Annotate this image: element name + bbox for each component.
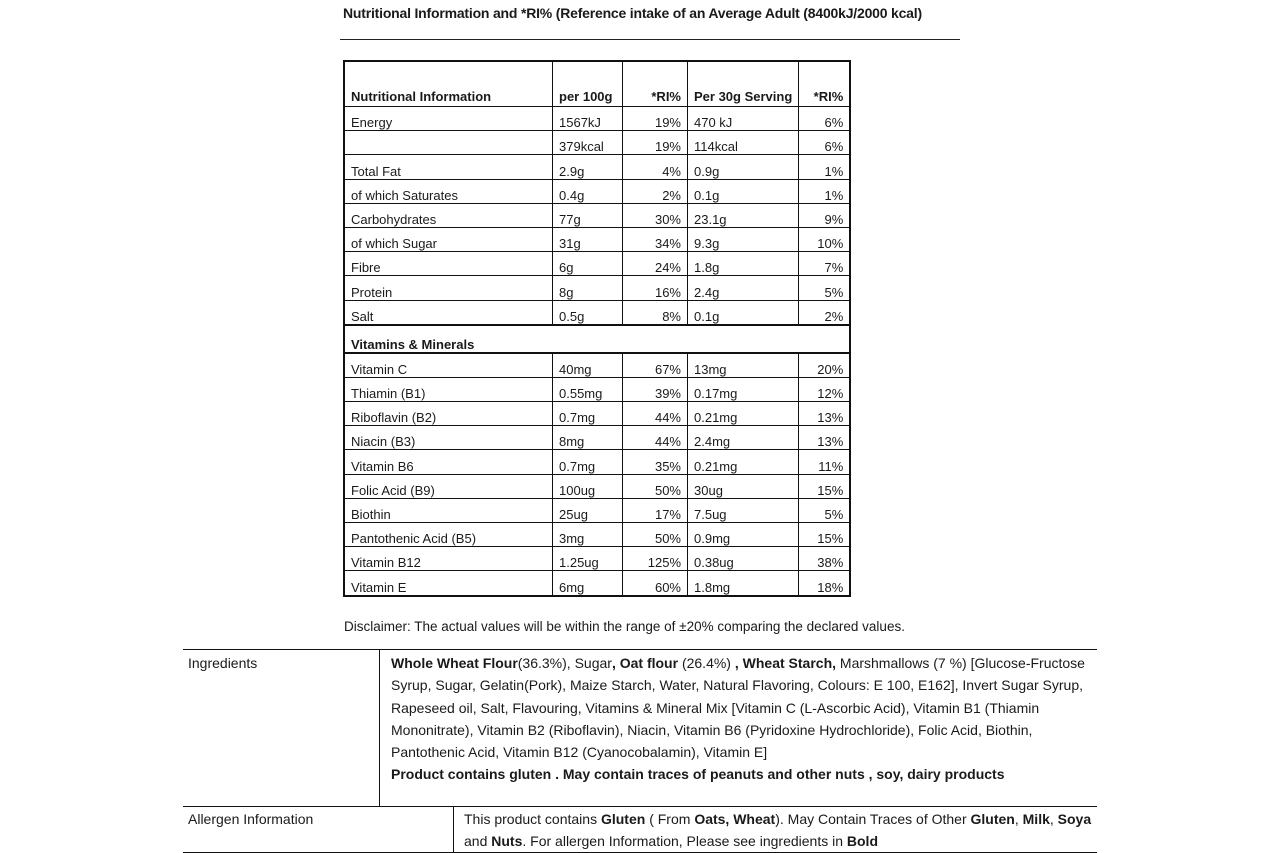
table-cell: 0.55mg — [553, 377, 623, 401]
table-cell: 8mg — [553, 426, 623, 450]
table-cell: Fibre — [344, 252, 553, 276]
table-cell: 2% — [623, 179, 688, 203]
table-cell: 44% — [623, 402, 688, 426]
disclaimer-text: Disclaimer: The actual values will be within the range of ±20% comparing the declared values. — [344, 619, 905, 634]
table-cell: 8g — [553, 276, 623, 300]
table-cell: 25ug — [553, 498, 623, 522]
table-row — [344, 300, 850, 325]
table-cell: 13% — [799, 402, 851, 426]
table-cell: 18% — [799, 571, 851, 596]
table-cell: 44% — [623, 426, 688, 450]
table-cell: 0.5g — [553, 300, 623, 325]
table-cell: Pantothenic Acid (B5) — [344, 523, 553, 547]
table-cell: Energy — [344, 107, 553, 131]
table-cell: 19% — [623, 107, 688, 131]
table-cell: 0.21mg — [688, 450, 799, 474]
table-cell: 2.4mg — [688, 426, 799, 450]
bold-text: , Oat flour — [611, 655, 679, 671]
table-cell: of which Saturates — [344, 179, 553, 203]
table-row — [344, 547, 850, 571]
table-cell: 100ug — [553, 474, 623, 498]
bold-text: Bold — [846, 833, 878, 850]
table-cell: 30% — [623, 203, 688, 227]
table-cell: Carbohydrates — [344, 203, 553, 227]
bold-text: , Wheat Starch, — [734, 655, 837, 671]
table-cell: 35% — [623, 450, 688, 474]
table-cell: 6g — [553, 252, 623, 276]
bold-text: Nuts — [491, 833, 523, 850]
allergen-text — [464, 808, 1094, 853]
text-run: , — [1049, 811, 1058, 827]
table-cell: 10% — [799, 227, 851, 251]
table-cell: 15% — [799, 523, 851, 547]
bold-text: Gluten — [970, 811, 1015, 827]
text-run: and — [464, 833, 492, 850]
table-cell: 3mg — [553, 523, 623, 547]
table-row — [344, 571, 850, 596]
table-cell: Salt — [344, 300, 553, 325]
table-cell: 0.17mg — [688, 377, 799, 401]
table-cell: 9% — [799, 203, 851, 227]
nutrition-table — [343, 60, 851, 597]
table-cell: 0.38ug — [688, 547, 799, 571]
text-run: This product contains — [464, 811, 601, 827]
table-row — [344, 377, 850, 401]
table-row — [344, 131, 850, 155]
table-cell: 2% — [799, 300, 851, 325]
table-row — [344, 107, 850, 131]
table-cell: 6% — [799, 107, 851, 131]
block-middle-rule — [183, 806, 1097, 807]
table-row — [344, 353, 850, 378]
ingredients-divider — [379, 649, 380, 806]
table-cell: 0.1g — [688, 179, 799, 203]
table-cell: 2.9g — [553, 155, 623, 179]
nutrition-table-body — [344, 107, 850, 325]
table-cell: 16% — [623, 276, 688, 300]
ingredients-label: Ingredients — [188, 655, 258, 671]
table-cell: Niacin (B3) — [344, 426, 553, 450]
table-cell: 1.8g — [688, 252, 799, 276]
table-cell: 0.1g — [688, 300, 799, 325]
text-run: . For allergen Information, Please see ingredients in — [522, 833, 847, 850]
bold-text: Whole Wheat Flour — [391, 655, 518, 671]
table-cell: Folic Acid (B9) — [344, 474, 553, 498]
bold-text: Soya — [1057, 811, 1092, 827]
column-header: Nutritional Information — [344, 61, 553, 107]
table-cell: 1.8mg — [688, 571, 799, 596]
table-cell: 1567kJ — [553, 107, 623, 131]
table-cell: 6mg — [553, 571, 623, 596]
table-cell: 5% — [799, 498, 851, 522]
table-cell: 7% — [799, 252, 851, 276]
table-cell: 11% — [799, 450, 851, 474]
table-cell: 15% — [799, 474, 851, 498]
allergen-divider — [453, 806, 454, 852]
text-run: ( From — [645, 811, 695, 827]
table-cell: 17% — [623, 498, 688, 522]
table-row — [344, 450, 850, 474]
table-row — [344, 474, 850, 498]
table-cell: 24% — [623, 252, 688, 276]
table-cell: 0.21mg — [688, 402, 799, 426]
table-cell: Protein — [344, 276, 553, 300]
table-cell: 67% — [623, 353, 688, 378]
table-row — [344, 523, 850, 547]
table-cell: 379kcal — [553, 131, 623, 155]
table-cell: 23.1g — [688, 203, 799, 227]
bold-text: Oats, Wheat — [694, 811, 776, 827]
table-cell: 9.3g — [688, 227, 799, 251]
document-title: Nutritional Information and *RI% (Reference intake of an Average Adult (8400kJ/2000 kcal) — [343, 5, 922, 21]
table-cell: 60% — [623, 571, 688, 596]
table-cell: Total Fat — [344, 155, 553, 179]
table-cell: 1% — [799, 155, 851, 179]
table-cell: 38% — [799, 547, 851, 571]
table-cell: of which Sugar — [344, 227, 553, 251]
table-row — [344, 426, 850, 450]
text-run: (26.4%) — [678, 655, 735, 671]
table-cell — [344, 131, 553, 155]
table-cell: Riboflavin (B2) — [344, 402, 553, 426]
text-run: Marshmallows (7 %) [Glucose-Fructose Syrup, Sugar, Gelatin(Pork), Maize Starch, Water, Natural Flavoring, Colours: E 100, E162], Invert Sugar Syrup, Rapeseed oil, Salt, Flavouring, Vitamins & Mineral Mix [Vitamin C (L-Ascorbic Acid), Vitamin B1 (Thiamin Mononitrate), Vitamin B2 (Riboflavin), Niacin, Vitamin B6 (Pyridoxine Hydrochloride), Folic Acid, Biothin, Pantothenic Acid, Vitamin B12 (Cyanocobalamin), Vitamin E] — [391, 655, 1085, 761]
table-cell: 13mg — [688, 353, 799, 378]
section-title: Vitamins & Minerals — [344, 325, 850, 353]
allergen-label: Allergen Information — [188, 811, 314, 827]
column-header: *RI% — [799, 61, 851, 107]
table-cell: Biothin — [344, 498, 553, 522]
table-cell: Thiamin (B1) — [344, 377, 553, 401]
table-cell: 20% — [799, 353, 851, 378]
table-cell: 12% — [799, 377, 851, 401]
table-header-row — [344, 61, 850, 107]
table-cell: 0.4g — [553, 179, 623, 203]
table-row — [344, 179, 850, 203]
table-cell: 125% — [623, 547, 688, 571]
table-cell: 34% — [623, 227, 688, 251]
ingredients-list — [391, 655, 1085, 760]
table-cell: 1% — [799, 179, 851, 203]
table-row — [344, 203, 850, 227]
table-cell: Vitamin E — [344, 571, 553, 596]
table-cell: 2.4g — [688, 276, 799, 300]
table-cell: Vitamin C — [344, 353, 553, 378]
table-row — [344, 227, 850, 251]
bold-text: Milk — [1022, 811, 1050, 827]
table-cell: 114kcal — [688, 131, 799, 155]
table-row — [344, 276, 850, 300]
table-cell: 4% — [623, 155, 688, 179]
table-cell: 5% — [799, 276, 851, 300]
table-cell: 7.5ug — [688, 498, 799, 522]
table-cell: 1.25ug — [553, 547, 623, 571]
table-cell: 39% — [623, 377, 688, 401]
table-row — [344, 402, 850, 426]
table-cell: 470 kJ — [688, 107, 799, 131]
title-divider — [340, 39, 960, 40]
table-row — [344, 498, 850, 522]
table-cell: 0.9g — [688, 155, 799, 179]
table-cell: 31g — [553, 227, 623, 251]
column-header: *RI% — [623, 61, 688, 107]
section-row — [344, 325, 850, 353]
vitamins-table-body — [344, 353, 850, 596]
table-cell: 13% — [799, 426, 851, 450]
table-cell: 30ug — [688, 474, 799, 498]
table-row — [344, 155, 850, 179]
text-run: ). May Contain Traces of Other — [775, 811, 971, 827]
table-cell: 6% — [799, 131, 851, 155]
table-cell: Vitamin B6 — [344, 450, 553, 474]
ingredients-text — [391, 652, 1091, 786]
allergen-warning: Product contains gluten . May contain traces of peanuts and other nuts , soy, dairy products — [391, 766, 1005, 783]
table-cell: 8% — [623, 300, 688, 325]
table-cell: Vitamin B12 — [344, 547, 553, 571]
table-cell: 50% — [623, 523, 688, 547]
table-row — [344, 252, 850, 276]
table-cell: 50% — [623, 474, 688, 498]
column-header: Per 30g Serving — [688, 61, 799, 107]
table-cell: 0.7mg — [553, 450, 623, 474]
table-cell: 0.7mg — [553, 402, 623, 426]
bold-text: Gluten — [600, 811, 646, 827]
block-top-rule — [183, 649, 1097, 650]
table-cell: 0.9mg — [688, 523, 799, 547]
table-cell: 19% — [623, 131, 688, 155]
table-cell: 77g — [553, 203, 623, 227]
text-run: (36.3%), Sugar — [517, 655, 612, 671]
column-header: per 100g — [553, 61, 623, 107]
text-run: , — [1014, 811, 1023, 827]
table-cell: 40mg — [553, 353, 623, 378]
